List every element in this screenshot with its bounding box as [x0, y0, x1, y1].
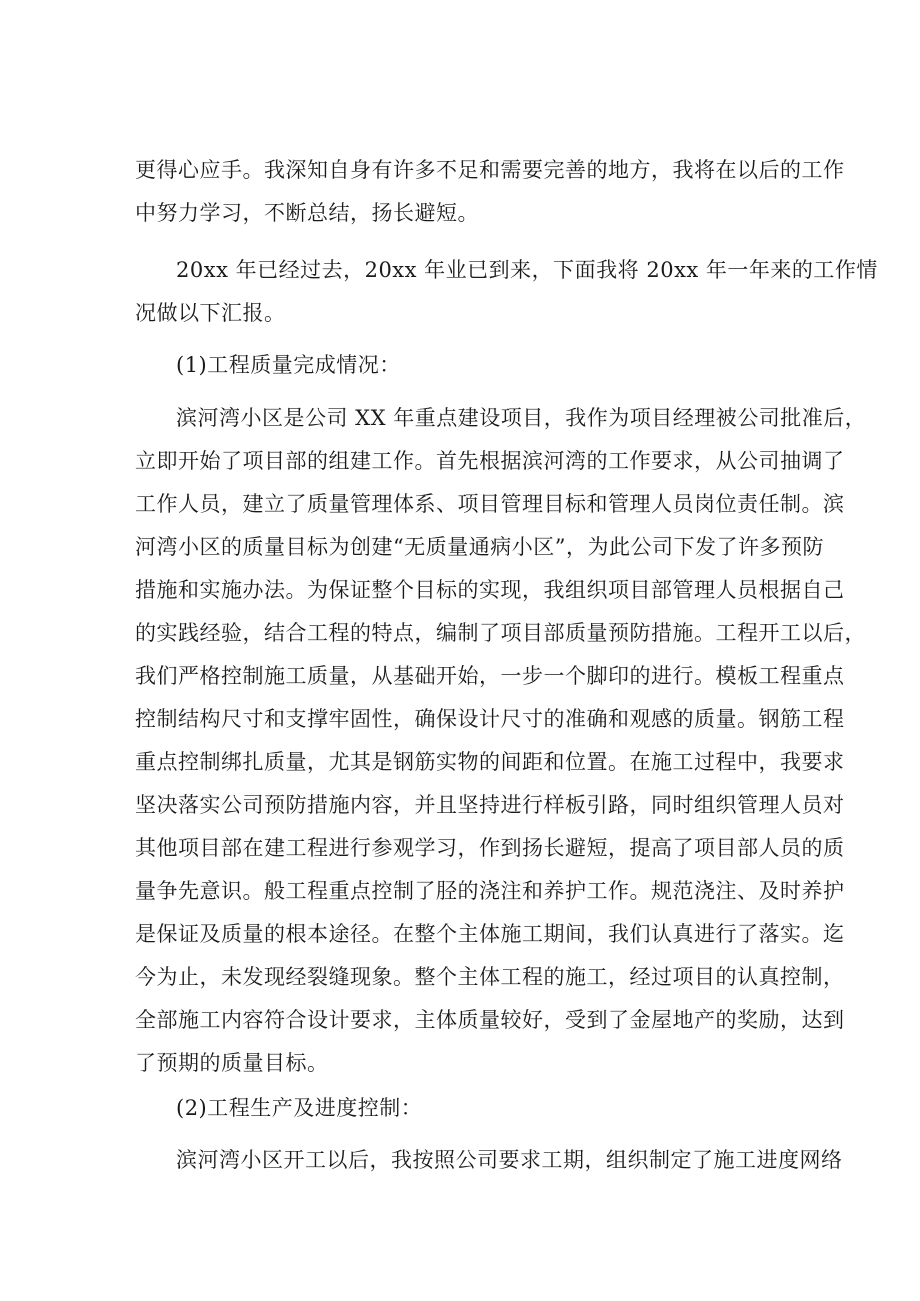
line-text: 河湾小区的质量目标为创建“无质量通病小区”，为此公司下发了许多预防 [135, 535, 824, 559]
line-text: 重点控制绑扎质量，尤其是钢筋实物的间距和位置。在施工过程中，我要求 [135, 750, 845, 774]
text-line [0, 785, 920, 825]
line-text: 了预期的质量目标。 [135, 1051, 329, 1075]
line-text: 量争先意识。般工程重点控制了胫的浇注和养护工作。规范浇注、及时养护 [135, 879, 845, 903]
text-line [0, 441, 920, 481]
line-text: 更得心应手。我深知自身有许多不足和需要完善的地方，我将在以后的工作 [135, 158, 845, 182]
text-line [0, 1140, 920, 1180]
line-text: 中努力学习，不断总结，扬长避短。 [135, 201, 479, 225]
line-text: 况做以下汇报。 [135, 301, 286, 325]
text-line [0, 742, 920, 782]
text-line [0, 613, 920, 653]
text-line [0, 193, 920, 233]
line-text: 措施和实施办法。为保证整个目标的实现，我组织项目部管理人员根据自己 [135, 578, 845, 602]
line-text: 的实践经验，结合工程的特点，编制了项目部质量预防措施。工程开工以后， [135, 621, 866, 645]
text-line [0, 656, 920, 696]
text-line [0, 398, 920, 438]
text-line [0, 871, 920, 911]
text-line [0, 957, 920, 997]
text-line [0, 699, 920, 739]
text-line [0, 1043, 920, 1083]
line-text: 立即开始了项目部的组建工作。首先根据滨河湾的工作要求，从公司抽调了 [135, 449, 845, 473]
text-line [0, 914, 920, 954]
section-heading [0, 345, 920, 385]
text-line [0, 527, 920, 567]
text-line [0, 570, 920, 610]
text-line [0, 293, 920, 333]
text-line [0, 484, 920, 524]
text-line [0, 250, 920, 290]
line-text: 工作人员，建立了质量管理体系、项目管理目标和管理人员岗位责任制。滨 [135, 492, 845, 516]
line-text: (2)工程生产及进度控制： [176, 1096, 423, 1120]
line-text: 滨河湾小区是公司 XX 年重点建设项目，我作为项目经理被公司批准后， [176, 406, 867, 430]
line-text: 20xx 年已经过去，20xx 年业已到来，下面我将 20xx 年一年来的工作情 [176, 258, 878, 282]
line-text: 滨河湾小区开工以后，我按照公司要求工期，组织制定了施工进度网络 [176, 1148, 843, 1172]
text-line [0, 828, 920, 868]
line-text: 今为止，未发现经裂缝现象。整个主体工程的施工，经过项目的认真控制， [135, 965, 845, 989]
line-text: (1)工程质量完成情况： [176, 353, 401, 377]
line-text: 坚决落实公司预防措施内容，并且坚持进行样板引路，同时组织管理人员对 [135, 793, 845, 817]
line-text: 其他项目部在建工程进行参观学习，作到扬长避短，提高了项目部人员的质 [135, 836, 845, 860]
line-text: 是保证及质量的根本途径。在整个主体施工期间，我们认真进行了落实。迄 [135, 922, 845, 946]
line-text: 我们严格控制施工质量，从基础开始，一步一个脚印的进行。模板工程重点 [135, 664, 845, 688]
line-text: 全部施工内容符合设计要求，主体质量较好，受到了金屋地产的奖励，达到 [135, 1008, 845, 1032]
text-line [0, 150, 920, 190]
section-heading [0, 1088, 920, 1128]
text-line [0, 1000, 920, 1040]
line-text: 控制结构尺寸和支撑牢固性，确保设计尺寸的准确和观感的质量。钢筋工程 [135, 707, 845, 731]
